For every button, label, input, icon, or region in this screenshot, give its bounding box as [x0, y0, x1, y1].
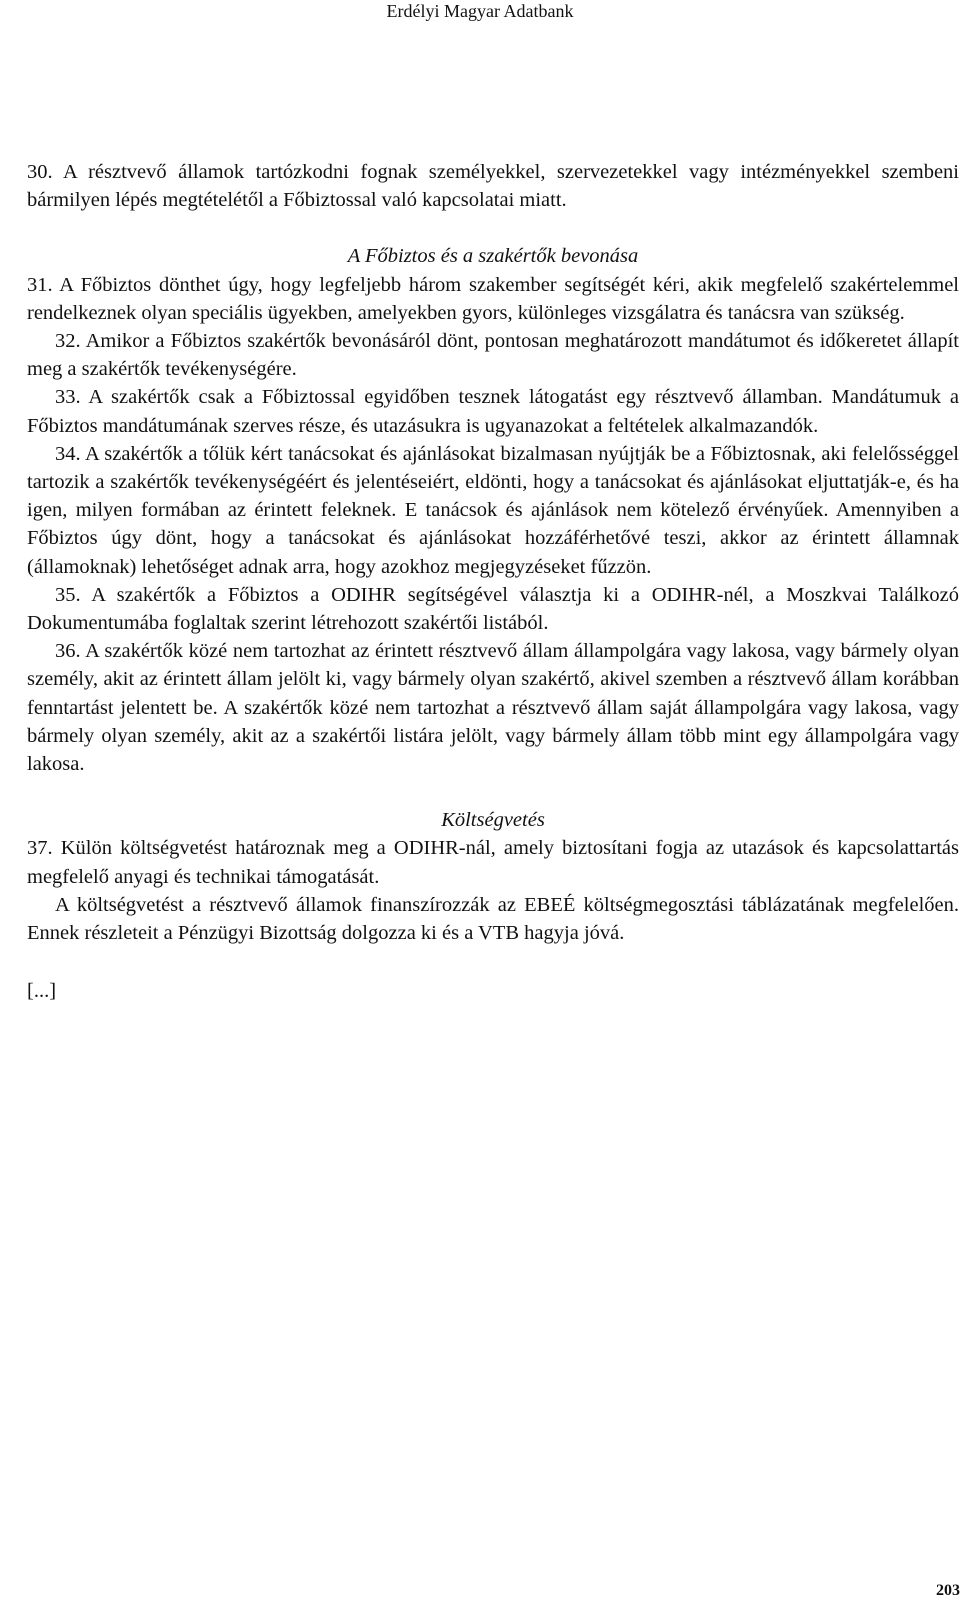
paragraph-30: 30. A résztvevő államok tartózkodni fognak személyekkel, szervezetekkel vagy intézményekkel szembeni bármilyen lépés megtételétől a Főbiztossal való kapcsolatai miatt.: [27, 161, 959, 212]
paragraph-35: 35. A szakértők a Főbiztos a ODIHR segítségével választja ki a ODIHR-nél, a Moszkvai Találkozó Dokumentumába foglaltak szerint létrehozott szakértői listából.: [27, 583, 959, 635]
document-body: [27, 158, 959, 1005]
paragraph-31: 31. A Főbiztos dönthet úgy, hogy legfeljebb három szakember segítségét kéri, akik megfelelő szakértelemmel rendelkeznek olyan speciális ügyekben, amelyekben gyors, különleges vizsgálatra és tanácsra van szükség.: [27, 273, 959, 324]
paragraph-37: 37. Külön költségvetést határoznak meg a ODIHR-nál, amely biztosítani fogja az utazások és kapcsolattartás megfelelő anyagi és technikai támogatását.: [27, 837, 959, 888]
paragraph-36: 36. A szakértők közé nem tartozhat az érintett résztvevő állam állampolgára vagy lakosa, vagy bármely olyan személy, akit az érintett állam jelölt ki, vagy bármely olyan szakértő, akivel szemben a résztvevő állam korábban fenntartást jelentett be. A szakértők közé nem tartozhat a résztvevő állam saját állampolgára vagy lakosa, vagy bármely olyan személy, akit az a szakértői listára jelölt, vagy bármely állam több mint egy állampolgára vagy lakosa.: [27, 640, 959, 776]
paragraph-37-continued: A költségvetést a résztvevő államok finanszírozzák az EBEÉ költségmegosztási táblázatának megfelelően. Ennek részleteit a Pénzügyi Bizottság dolgozza ki és a VTB hagyja jóvá.: [27, 893, 959, 945]
paragraph-32: 32. Amikor a Főbiztos szakértők bevonásáról dönt, pontosan meghatározott mandátumot és időkeretet állapít meg a szakértők tevékenységére.: [27, 330, 959, 381]
section-heading-experts: A Főbiztos és a szakértők bevonása: [347, 245, 639, 268]
page-header: Erdélyi Magyar Adatbank: [386, 1, 574, 21]
paragraph-33: 33. A szakértők csak a Főbiztossal egyidőben tesznek látogatást egy résztvevő államban. Mandátumuk a Főbiztos mandátumának szerves része, és utazásukra is ugyanazokat a feltételek alkalmazandók.: [27, 386, 959, 437]
section-heading-budget: Költségvetés: [441, 809, 545, 832]
omission-marker: [...]: [27, 980, 57, 1003]
page-number: 203: [936, 1582, 960, 1599]
paragraph-34: 34. A szakértők a tőlük kért tanácsokat és ajánlásokat bizalmasan nyújtják be a Főbiztosnak, aki felelősséggel tartozik a szakértők tevékenységéért és jelentéseiért, eldönti, hogy a tanácsokat és ajánlásokat eljuttatják-e, és ha igen, milyen formában az érintett feleknek. E tanácsok és ajánlások nem kötelező érvényűek. Amennyiben a Főbiztos úgy dönt, hogy a tanácsokat és ajánlásokat hozzáférhetővé teszi, akkor az érintett államnak (államoknak) lehetőséget adnak arra, hogy azokhoz megjegyzéseket fűzzön.: [27, 442, 959, 578]
